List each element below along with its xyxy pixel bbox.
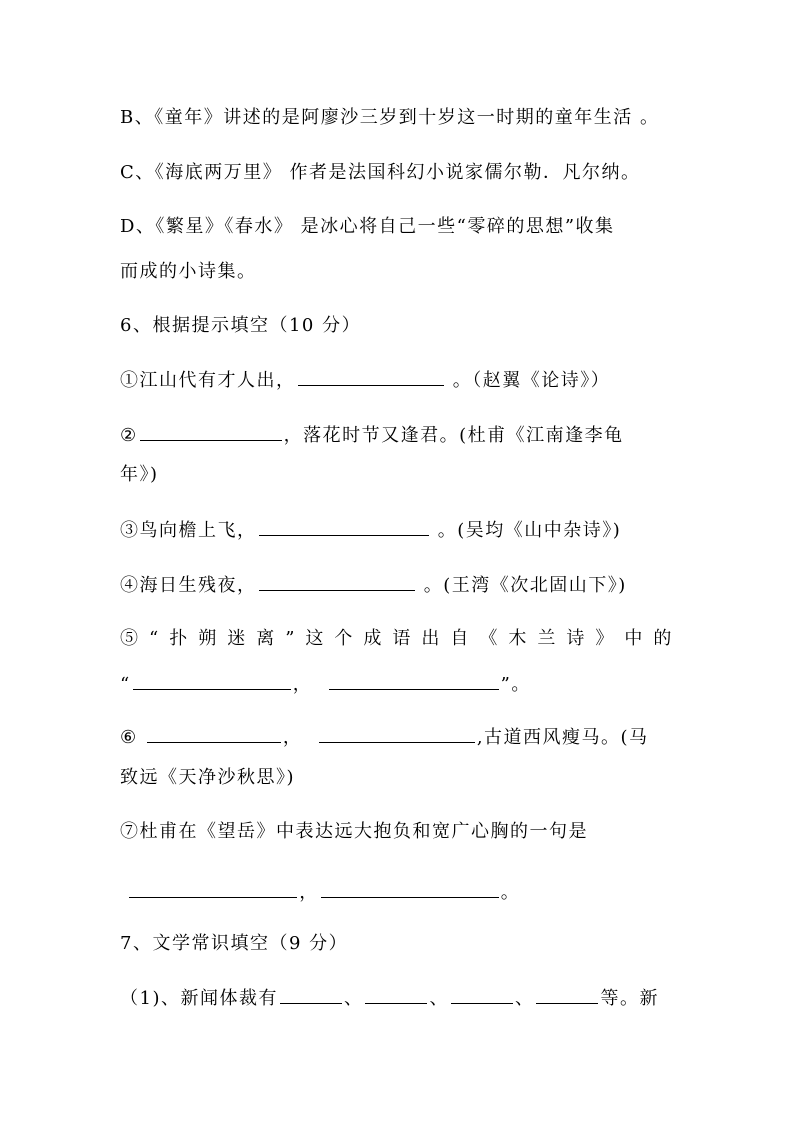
option-d-line2: 而成的小诗集。	[120, 261, 257, 282]
answer-blank[interactable]	[365, 986, 427, 1004]
answer-blank[interactable]	[451, 986, 513, 1004]
answer-blank[interactable]	[298, 368, 444, 386]
answer-blank[interactable]	[536, 986, 598, 1004]
q6-item-5: ⑤“扑朔迷离”这个成语出自《木兰诗》中的	[120, 628, 683, 649]
q6-item-5-blanks	[120, 672, 531, 697]
q6-item-4	[120, 573, 627, 598]
period: 。	[500, 882, 521, 903]
q6-item-2-continued: 年》)	[120, 464, 159, 485]
option-c: C、《海底两万里》 作者是法国科幻小说家儒尔勒．凡尔纳。	[120, 162, 641, 183]
q7-item-1-prefix: （1)、新闻体裁有	[120, 988, 278, 1009]
option-b: B、《童年》讲述的是阿廖沙三岁到十岁这一时期的童年生活 。	[120, 107, 660, 128]
open-quote: “	[120, 674, 131, 695]
q6-item-3-source: 。(吴均《山中杂诗》)	[430, 520, 622, 541]
answer-blank[interactable]	[140, 423, 282, 441]
q6-item-1	[120, 368, 610, 393]
q6-item-7-blanks	[120, 880, 520, 905]
q6-item-4-source: 。(王湾《次北固山下》)	[416, 575, 627, 596]
separator: 、	[343, 988, 364, 1009]
q6-item-7: ⑦杜甫在《望岳》中表达远大抱负和宽广心胸的一句是	[120, 821, 588, 842]
question-6-heading: 6、根据提示填空（10 分）	[120, 315, 362, 336]
comma: ，	[292, 674, 313, 695]
q7-item-1	[120, 986, 659, 1011]
comma: ，	[282, 727, 303, 748]
separator: 、	[514, 988, 535, 1009]
answer-blank[interactable]	[259, 518, 429, 536]
q6-item-2-text: ，落花时节又逢君。(杜甫《江南逢李龟	[283, 425, 624, 446]
answer-blank[interactable]	[319, 725, 475, 743]
q6-item-4-prefix: ④海日生残夜，	[120, 575, 257, 596]
q6-item-6-text: ,古道西风瘦马。(马	[476, 727, 649, 748]
answer-blank[interactable]	[133, 672, 291, 690]
close-quote: ”。	[500, 674, 531, 695]
q6-item-1-source: 。（赵翼《论诗》）	[445, 370, 611, 391]
question-7-heading: 7、文学常识填空（9 分）	[120, 933, 349, 954]
answer-blank[interactable]	[321, 880, 499, 898]
answer-blank[interactable]	[129, 880, 297, 898]
answer-blank[interactable]	[259, 573, 415, 591]
q6-item-3-prefix: ③鸟向檐上飞，	[120, 520, 257, 541]
q6-item-6-prefix: ⑥	[120, 727, 145, 748]
q6-item-6-continued: 致远《天净沙秋思》)	[120, 767, 296, 788]
q6-item-2	[120, 423, 624, 448]
q6-item-2-prefix: ②	[120, 425, 138, 446]
answer-blank[interactable]	[147, 725, 281, 743]
comma: ，	[299, 882, 319, 903]
answer-blank[interactable]	[329, 672, 499, 690]
answer-blank[interactable]	[280, 986, 342, 1004]
separator: 、	[429, 988, 449, 1009]
q7-item-1-suffix: 等。新	[600, 988, 659, 1009]
q6-item-6	[120, 725, 649, 750]
option-d-line1: D、《繁星》《春水》 是冰心将自己一些“零碎的思想”收集	[120, 216, 615, 237]
q6-item-3	[120, 518, 621, 543]
q6-item-1-prefix: ①江山代有才人出，	[120, 370, 296, 391]
